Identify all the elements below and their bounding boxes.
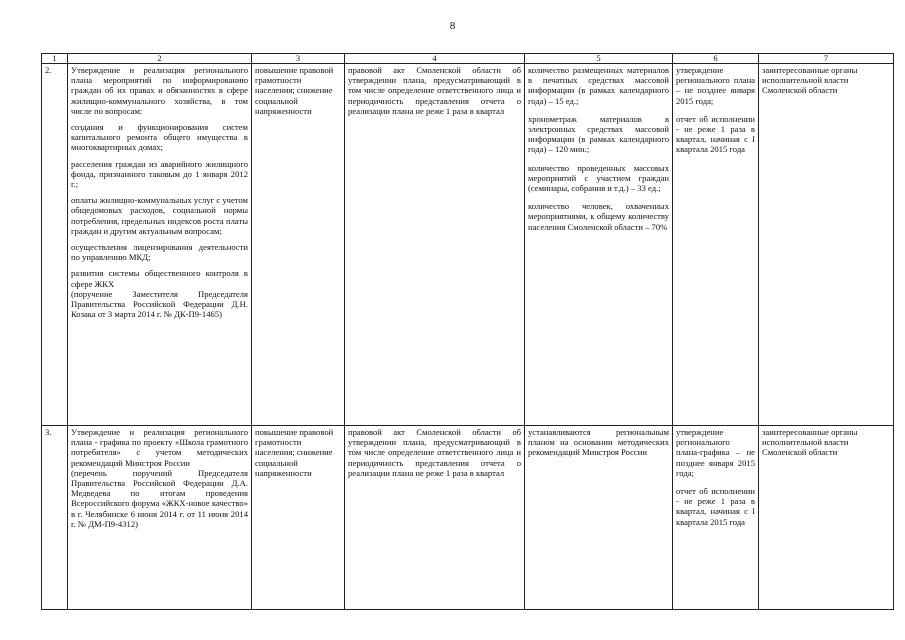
measure-text: Утверждение и реализация регионального плана - графика по проекту «Школа грамотного потребителя» с учетом методических рекомендаций Минстроя России [71, 427, 248, 468]
responsible-cell: заинтересованные органы исполнительной власти Смоленской области [759, 64, 894, 426]
header-cell: 6 [673, 54, 759, 64]
deadline-cell [673, 426, 759, 610]
header-row [42, 54, 894, 64]
deadline-text: отчет об исполнении - не реже 1 раза в квартал, начиная с I квартала 2015 года [676, 113, 755, 155]
header-cell: 3 [252, 54, 345, 64]
table-row [42, 426, 894, 610]
header-cell: 1 [42, 54, 68, 64]
result-cell: повышение правовой грамотности населения; снижение социальной напряженности [252, 64, 345, 426]
measure-cell [68, 64, 252, 426]
measure-text: создания и функционирования систем капитального ремонта общего имущества в многоквартирных домах; [71, 122, 248, 153]
responsible-cell: заинтересованные органы исполнительной власти Смоленской области [759, 426, 894, 610]
indicator-text: количество человек, охваченных мероприятиями, к общему количеству населения Смоленской области – 70% [528, 201, 669, 232]
header-cell: 4 [345, 54, 525, 64]
row-number: 3. [42, 426, 68, 610]
deadline-cell [673, 64, 759, 426]
indicators-cell [525, 64, 673, 426]
plan-table [41, 53, 894, 610]
measure-text: расселения граждан из аварийного жилищного фонда, признанного таковым до 1 января 2012 г.; [71, 158, 248, 190]
deadline-text: утверждение регионального плана – не позднее января 2015 года; [676, 65, 755, 106]
measure-text: оплаты жилищно-коммунальных услуг с учетом общедомовых расходов, социальной нормы потребления, предельных индексов роста платы граждан и другим актуальным вопросам; [71, 195, 248, 236]
header-cell: 7 [759, 54, 894, 64]
indicator-text: количество проведенных массовых мероприятий с участием граждан (семинары, собрания и т.д.) – 33 ед.; [528, 162, 669, 194]
table-row [42, 64, 894, 426]
document-cell: правовой акт Смоленской области об утверждении плана, предусматривающий в том числе определение ответственного лица и периодичность представления отчета о реализации плана не реже 1 раза в квартал [345, 64, 525, 426]
page-number: 8 [449, 20, 456, 32]
indicators-cell [525, 426, 673, 610]
measure-text: (перечень поручений Председателя Правительства Российской Федерации Д.А. Медведева по итогам проведения Всероссийского форума «ЖКХ-новое качество» в г. Челябинске 6 июня 2014 г. от 11 июня 2014 г. № ДМ-П9-4312) [71, 467, 248, 529]
row-number: 2. [42, 64, 68, 426]
header-cell: 5 [525, 54, 673, 64]
header-cell: 2 [68, 54, 252, 64]
indicator-text: устанавливаются региональным планом на основании методических рекомендаций Минстроя России [528, 427, 669, 458]
measure-text: осуществления лицензирования деятельности по управлению МКД; [71, 242, 248, 263]
document-cell: правовой акт Смоленской области об утверждении плана, предусматривающий в том числе определение ответственного лица и периодичность представления отчета о реализации плана не реже 1 раза в квартал [345, 426, 525, 610]
measure-text: Утверждение и реализация регионального плана мероприятий по информированию граждан об их правах и обязанностях в сфере жилищно-коммунального хозяйства, в том числе по вопросам: [71, 65, 248, 116]
deadline-text: утверждение регионального плана-графика – не позднее января 2015 года; [676, 427, 755, 478]
measure-cell [68, 426, 252, 610]
deadline-text: отчет об исполнении - не реже 1 раза в квартал, начиная с I квартала 2015 года [676, 486, 755, 527]
measure-text: развития системы общественного контроля в сфере ЖКХ [71, 268, 248, 289]
measure-text: (поручение Заместителя Председателя Правительства Российской Федерации Д.Н. Козака от 3 марта 2014 г. № ДК-П9-1465) [71, 288, 248, 320]
indicator-text: хронометраж материалов в электронных средствах массовой информации (в рамках календарного года) – 120 мин.; [528, 113, 669, 155]
indicator-text: количество размещенных материалов в печатных средствах массовой информации (в рамках календарного года) – 15 ед.; [528, 65, 669, 106]
result-cell: повышение правовой грамотности населения; снижение социальной напряженности [252, 426, 345, 610]
